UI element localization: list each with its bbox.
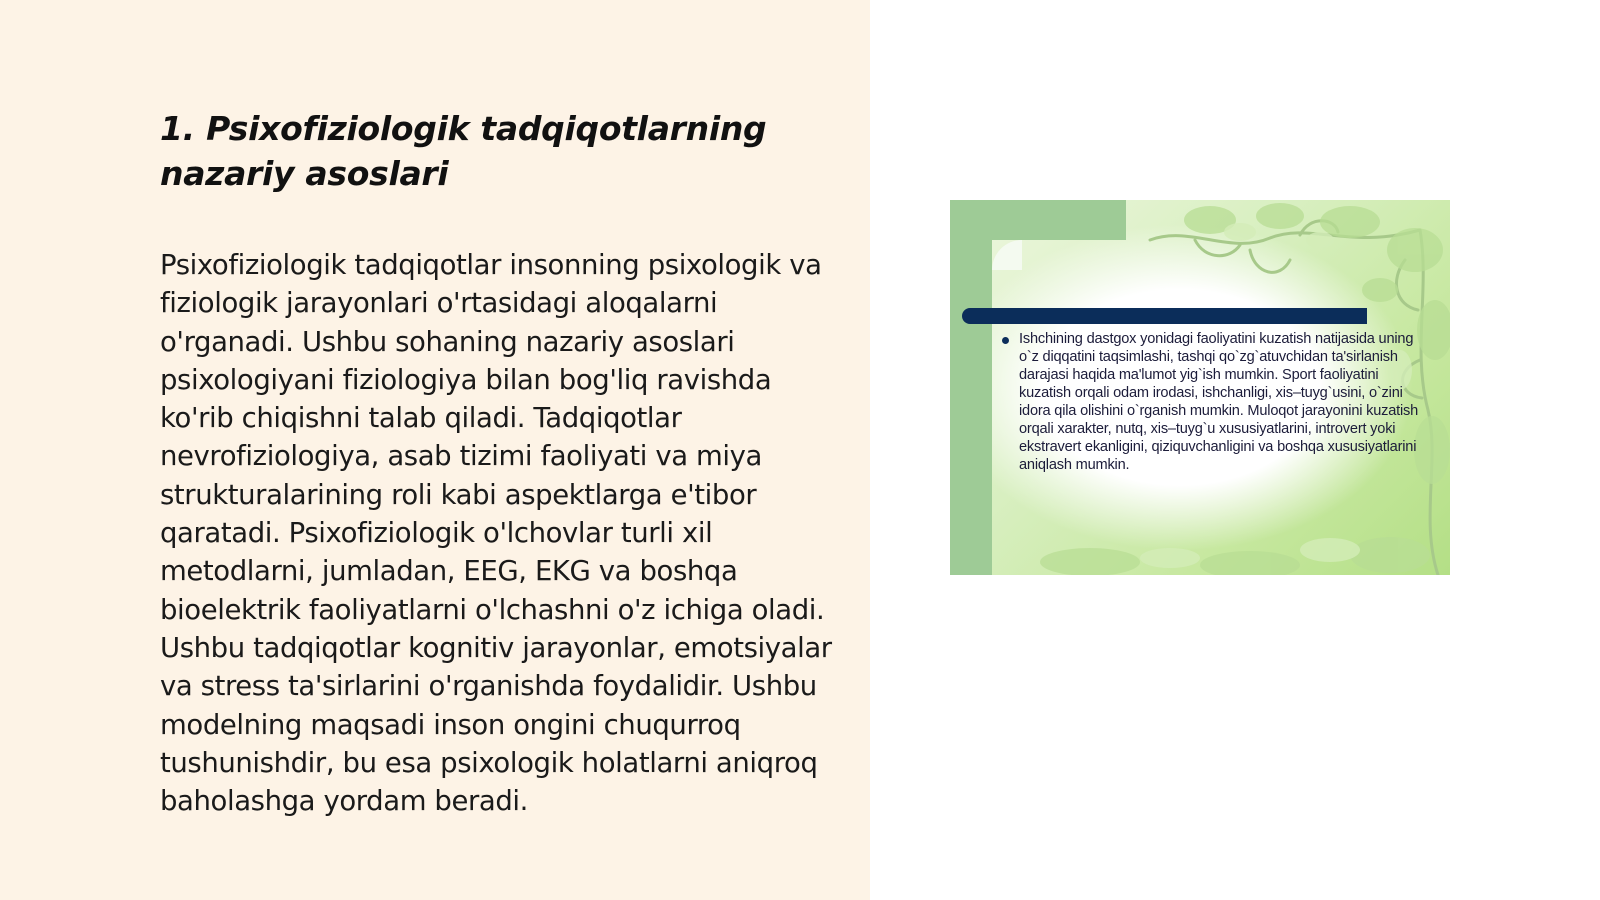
frame-top-green-bar	[950, 200, 1126, 240]
navy-title-bar	[962, 308, 1367, 324]
slide-body-text: Psixofiziologik tadqiqotlar insonning psixologik va fiziologik jarayonlari o'rtasidagi aloqalarni o'rganadi. Ushbu sohaning nazariy asoslari psixologiyani fiziologiya bilan bog'liq ravishda ko'rib chiqishni talab qiladi. Tadqiqotlar nevrofiziologiya, asab tizimi faoliyati va miya strukturalarining roli kabi aspektlarga e'tibor qaratadi. Psixofiziologik o'lchovlar turli xil metodlarni, jumladan, EEG, EKG va boshqa bioelektrik faoliyatlarni o'lchashni o'z ichiga oladi. Ushbu tadqiqotlar kognitiv jarayonlar, emotsiyalar va stress ta'sirlarini o'rganishda foydalidir. Ushbu modelning maqsadi inson ongini chuqurroq tushunishdir, bu esa psixologik holatlarni aniqroq baholashga yordam beradi.	[160, 249, 832, 818]
image-bullet-text: Ishchining dastgox yonidagi faoliyatini kuzatish natijasida uning o`z diqqatini taqsimlashi, tashqi qo`zg`atuvchidan ta'sirlanish darajasi haqida ma'lumot yig`ish mumkin. Sport faoliyatini kuzatish orqali odam irodasi, ishchanligi, xis–tuyg`usini, o`zini idora qila olishini o`rganish mumkin. Muloqot jarayonini kuzatish orqali xarakter, nutq, xis–tuyg`u xususiyatlarini, introvert yoki ekstravert ekanligini, qiziquvchanligini va boshqa xususiyatlarini aniqlash mumkin.	[1019, 331, 1419, 473]
frame-left-green-bar	[950, 200, 992, 575]
bullet-dot-icon	[1002, 337, 1009, 344]
embedded-slide-image	[950, 200, 1450, 575]
slide-title: 1. Psixofiziologik tadqiqotlarning nazariy asoslari	[160, 109, 767, 193]
